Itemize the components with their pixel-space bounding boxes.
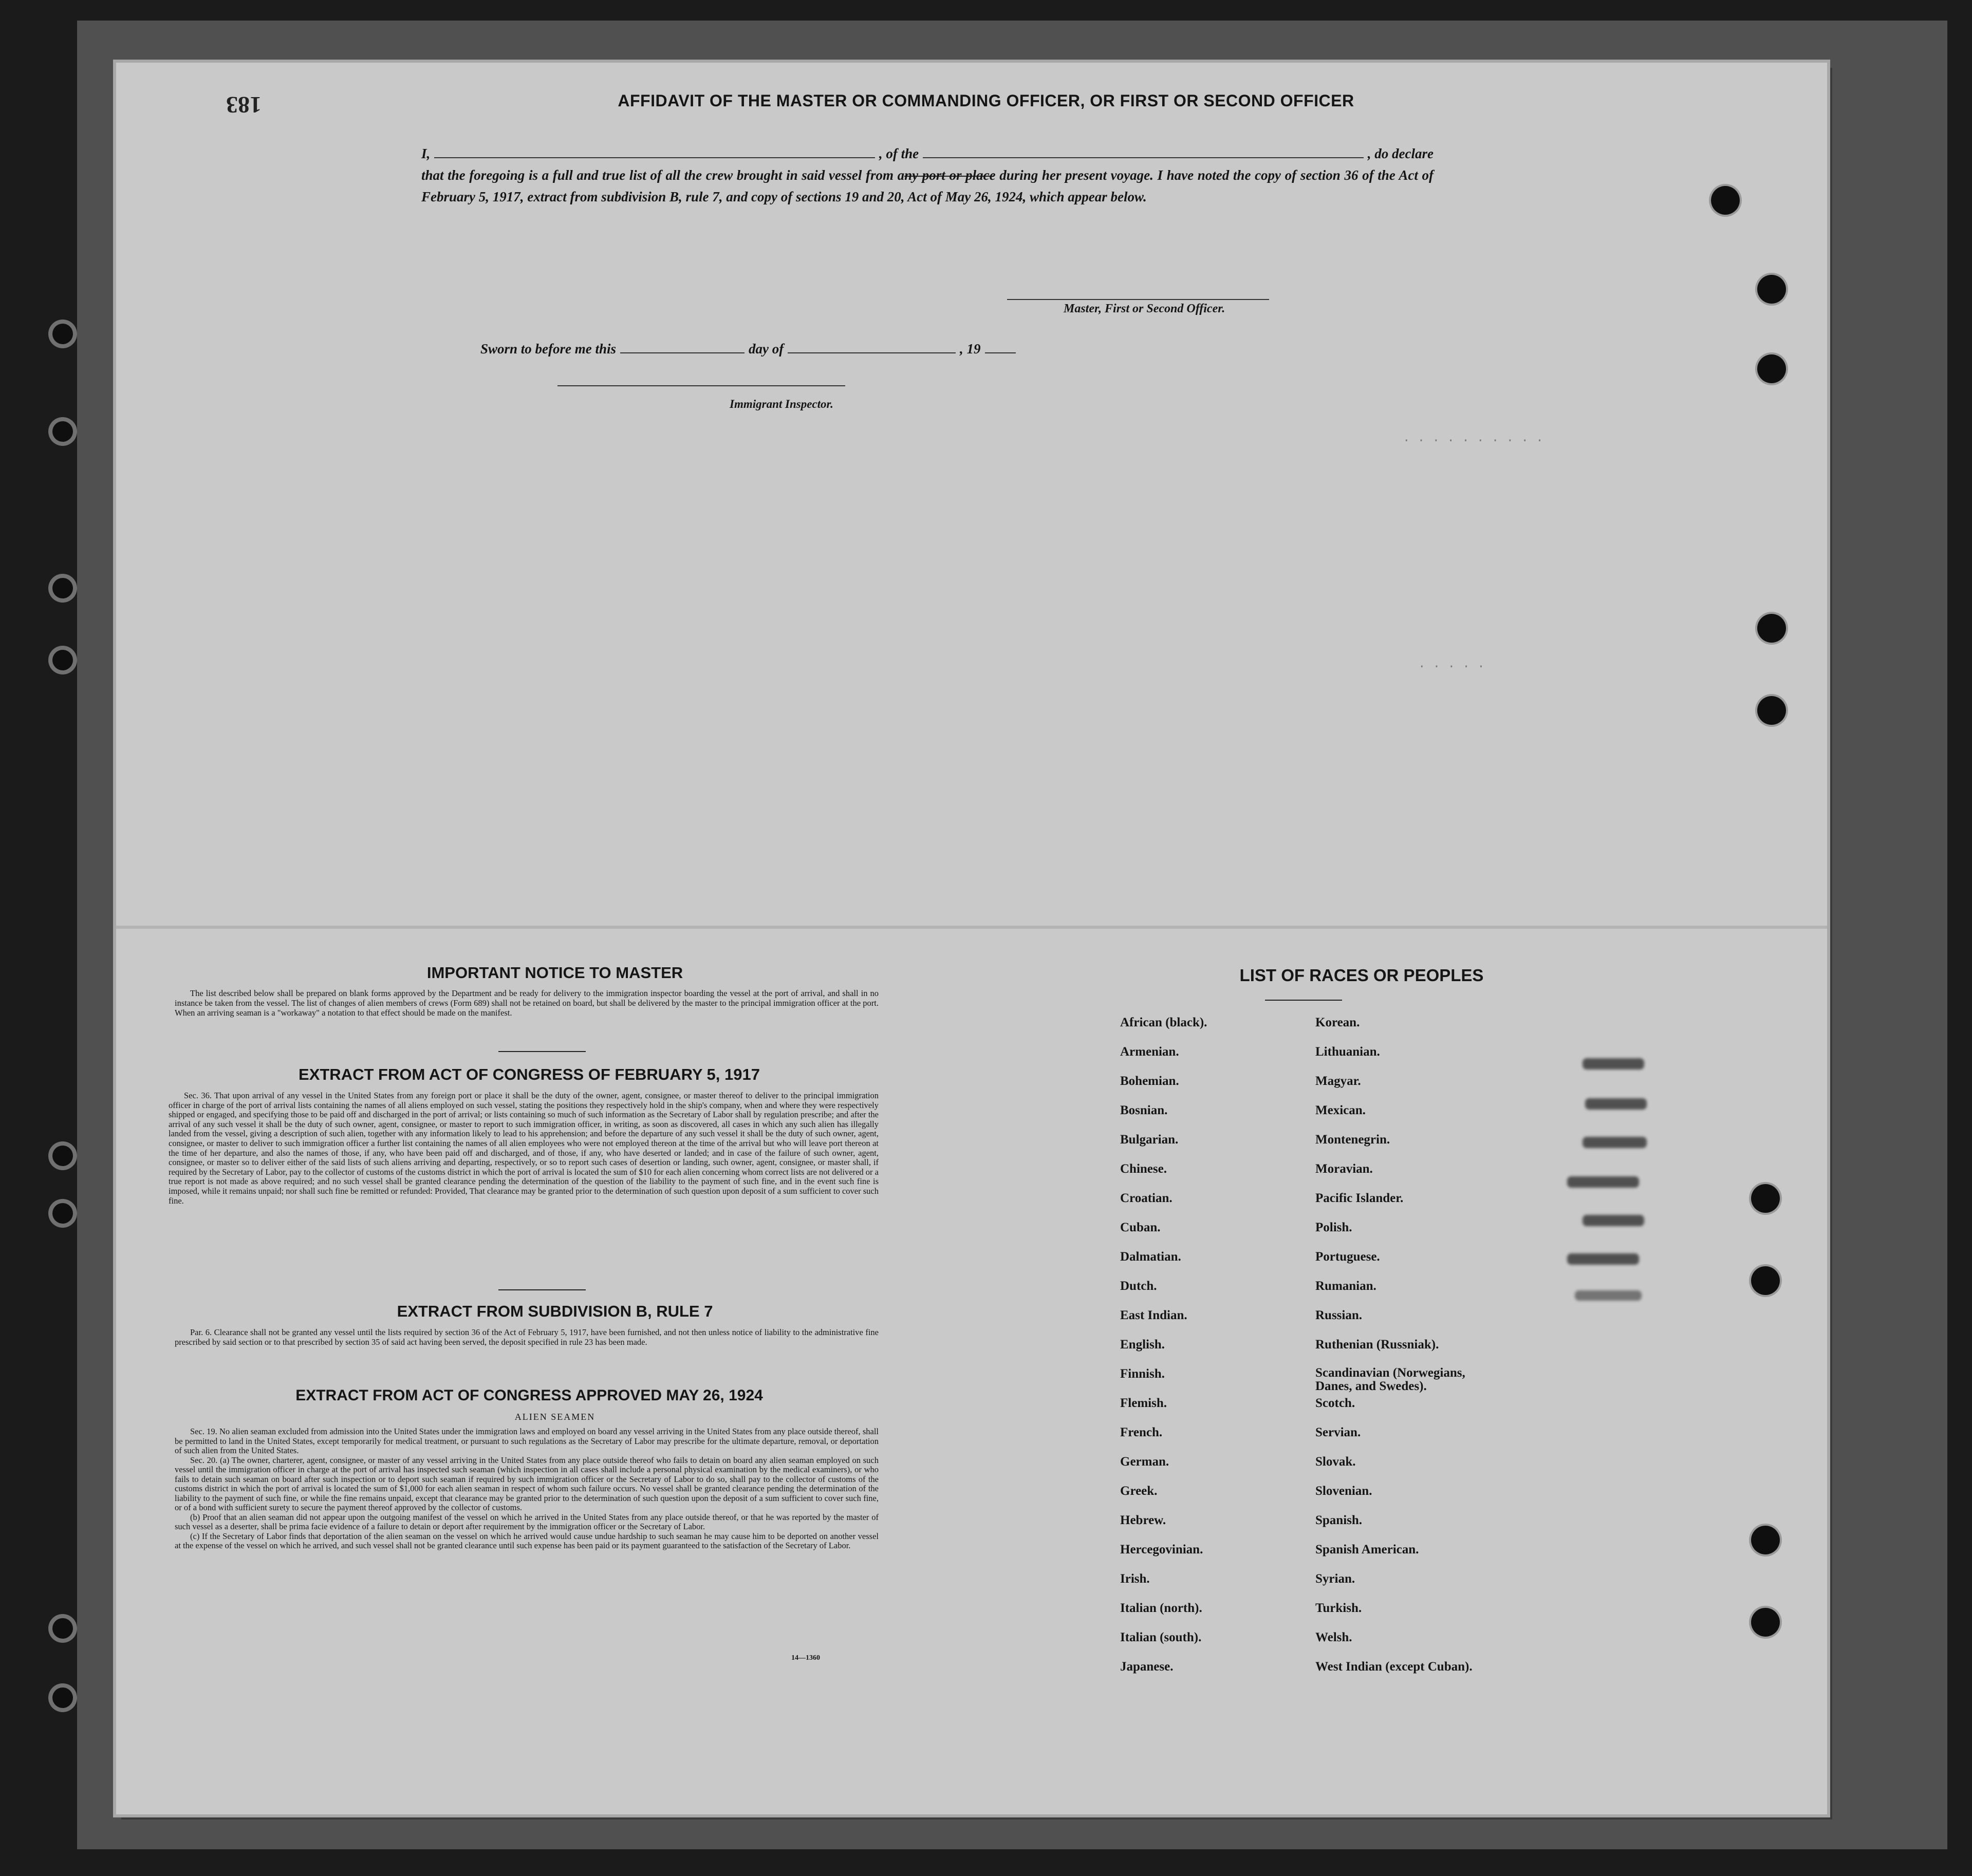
ink-smudge [1585, 1098, 1647, 1110]
race-item: Cuban. [1120, 1221, 1161, 1234]
notice-title: IMPORTANT NOTICE TO MASTER [426, 964, 683, 982]
sworn-year: , 19 [960, 341, 981, 357]
race-item: Bosnian. [1120, 1103, 1168, 1117]
race-item: Polish. [1315, 1221, 1352, 1234]
sworn-line [480, 340, 1020, 357]
races-divider [1265, 1000, 1342, 1001]
race-item: Servian. [1315, 1425, 1361, 1439]
race-item: Slovenian. [1315, 1484, 1372, 1498]
race-item: Russian. [1315, 1308, 1363, 1322]
sworn-year-field[interactable] [985, 340, 1016, 353]
binder-hole [52, 421, 73, 442]
race-item: Italian (south). [1120, 1630, 1202, 1644]
binder-hole [1751, 1608, 1780, 1637]
race-item: Dalmatian. [1120, 1250, 1181, 1264]
rule-7-title: EXTRACT FROM SUBDIVISION B, RULE 7 [397, 1302, 713, 1320]
race-item: Ruthenian (Russniak). [1315, 1338, 1439, 1352]
race-item: Syrian. [1315, 1572, 1355, 1586]
race-item: English. [1120, 1338, 1165, 1352]
binder-hole [1757, 354, 1786, 383]
vessel-name-field[interactable] [923, 145, 1364, 158]
section-20a-paragraph: Sec. 20. (a) The owner, charterer, agent, consignee, or master of any vessel arriving in the United States from any place outside thereof who fails to detain on board any alien seaman employed on such vessel until the immigration officer in charge at the port of arrival has inspected such seaman (which inspection in all cases shall include a personal physical examination by the medical examiners), or who fails to detain such seaman on board after such inspection or to deport such seaman if required by such immigration officer or the Secretary of Labor to do so, shall pay to the collector of customs of the customs district in which the port of arrival is located the sum of $1,000 for each alien seaman in respect of whom such failure occurs. No vessel shall be granted clearance pending the determination of the liability to the payment of such fine, or while the fine remains unpaid, except that clearance may be granted prior to the determination of such question upon the deposit of a sum sufficient to cover such fine, or of a bond with sufficient surety to secure the payment thereof approved by the collector of customs. [175, 1455, 879, 1512]
race-item: East Indian. [1120, 1308, 1187, 1322]
race-item: Turkish. [1315, 1601, 1362, 1615]
master-name-field[interactable] [434, 145, 875, 158]
race-item: German. [1120, 1455, 1169, 1469]
race-item: Armenian. [1120, 1045, 1179, 1059]
affidavit-paragraph: that the foregoing is a full and true list of all the crew brought in said vessel from any port or place during her present voyage. I have noted the copy of section 36 of the Act of February 5, 1917, extract from subdivision B, rule 7, and copy of sections 19 and 20, Act of May 26, 1924, which appear below. [421, 167, 1434, 204]
sworn-prefix: Sworn to before me this [480, 341, 617, 357]
form-number: 14—1360 [791, 1654, 820, 1662]
race-item: Hebrew. [1120, 1513, 1166, 1527]
section-36-paragraph: Sec. 36. That upon arrival of any vessel in the United States from any foreign port or place it shall be the duty of the owner, agent, consignee, or master thereof to deliver to the principal immigration officer in charge of the port of arrival lists containing the names of all aliens employed on such vessel, stating the positions they respectively hold in the ship's company, when and where they were respectively shipped or engaged, and specifying those to be paid off and discharged in the port of arrival; or lists containing so much of such information as the Secretary of Labor shall by regulation prescribe; and after the arrival of any such vessel it shall be the duty of such owner, agent, consignee, or master to report to such immigration officer, in writing, as soon as discovered, all cases in which any such alien has illegally landed from the vessel, giving a description of such alien, together with any information likely to lead to his apprehension; and before the departure of any such vessel it shall be the duty of such owner, agent, consignee, or master to deliver to such immigration officer a further list containing the names of all alien employees who were not employed thereon at the time of the arrival but who will leave port thereon at the time of her departure, and also the names of those, if any, who have been paid off and discharged, and of those, if any, who have deserted or landed; and in case of the failure of such owner, agent, consignee, or master so to deliver either of the said lists of such aliens arriving and departing, respectively, or so to report such cases of desertion or landing, such owner, agent, consignee, or master shall, if required by the Secretary of Labor, pay to the collector of customs of the customs district in which the port of arrival is located the sum of $10 for each alien concerning whom correct lists are not delivered or a true report is not made as above required; and no such vessel shall be granted clearance pending the determination of the question of the liability to the payment of such fine, and in the event such fine is imposed, while it remains unpaid; nor shall such fine be remitted or refunded: Provided, That clearance may be granted prior to the determination of such question upon deposit of a sum sufficient to cover such fine. [169, 1091, 879, 1206]
affidavit-declaration-line [421, 143, 1434, 164]
race-item: Mexican. [1315, 1103, 1366, 1117]
bleed-through-text: . . . . . [1418, 658, 1485, 671]
race-item: Moravian. [1315, 1162, 1373, 1176]
race-item: Magyar. [1315, 1074, 1361, 1088]
race-item: French. [1120, 1425, 1163, 1439]
race-item: Welsh. [1315, 1630, 1352, 1644]
sworn-day-of: day of [749, 341, 784, 357]
sworn-day-field[interactable] [620, 340, 745, 353]
page-number: 183 [226, 92, 262, 118]
extract-1917-text [169, 1091, 879, 1206]
ink-smudge [1583, 1058, 1644, 1070]
affidavit-i: I, [421, 146, 431, 161]
signature-caption: Master, First or Second Officer. [1064, 302, 1225, 315]
notice-paragraph: The list described below shall be prepared on blank forms approved by the Department and be ready for delivery to the immigration inspector boarding the vessel at the port of arrival, and shall in no instance be taken from the vessel. The list of changes of alien members of crews (Form 689) shall not be retained on board, but shall be delivered by the master to the principal immigration officer at the port. When an arriving seaman is a "workaway" a notation to that effect should be made on the manifest. [175, 988, 879, 1018]
race-item: Italian (north). [1120, 1601, 1202, 1615]
race-item: Korean. [1315, 1016, 1360, 1029]
inspector-signature-field[interactable] [557, 385, 845, 386]
race-item: Bohemian. [1120, 1074, 1179, 1088]
race-item: Lithuanian. [1315, 1045, 1380, 1059]
binder-hole [52, 1618, 73, 1639]
extract-1924-title: EXTRACT FROM ACT OF CONGRESS APPROVED MAY 26, 1924 [295, 1387, 763, 1404]
section-divider [498, 1289, 586, 1290]
race-item: Chinese. [1120, 1162, 1167, 1176]
extract-1917-title: EXTRACT FROM ACT OF CONGRESS OF FEBRUARY 5, 1917 [299, 1065, 760, 1083]
races-column-1 [1120, 1015, 1320, 1689]
manifest-sheet [116, 63, 1827, 1814]
binder-hole [52, 324, 73, 344]
inspector-caption: Immigrant Inspector. [730, 398, 833, 410]
notice-text [175, 988, 879, 1018]
race-item: Portuguese. [1315, 1250, 1380, 1264]
race-item: Bulgarian. [1120, 1133, 1179, 1147]
sworn-month-field[interactable] [788, 340, 956, 353]
binder-hole [1711, 186, 1740, 215]
race-item: Dutch. [1120, 1279, 1157, 1293]
binder-hole [1757, 275, 1786, 304]
binder-hole [52, 1146, 73, 1166]
affidavit-body [421, 143, 1434, 208]
rule-7-paragraph: Par. 6. Clearance shall not be granted any vessel until the lists required by section 36 of the Act of February 5, 1917, have been furnished, and not then unless notice of liability to the administrative fine prescribed by said section or to that prescribed by section 35 of said act having been served, the deposit specified in rule 23 has been made. [175, 1327, 879, 1347]
binder-hole [1757, 614, 1786, 643]
race-item: Scotch. [1315, 1396, 1355, 1410]
extract-1924-text [175, 1427, 879, 1551]
master-signature-field[interactable] [1007, 299, 1269, 300]
race-item: Croatian. [1120, 1191, 1173, 1205]
race-item: Flemish. [1120, 1396, 1167, 1410]
affidavit-title: AFFIDAVIT OF THE MASTER OR COMMANDING OFFICER, OR FIRST OR SECOND OFFICER [618, 91, 1354, 110]
race-item: Greek. [1120, 1484, 1158, 1498]
races-title: LIST OF RACES OR PEOPLES [1239, 966, 1484, 985]
section-divider [498, 1051, 586, 1052]
bleed-through-text: . . . . . . . . . . [1403, 432, 1543, 445]
binder-hole [52, 650, 73, 670]
binder-hole [52, 1203, 73, 1224]
alien-seamen-heading: ALIEN SEAMEN [514, 1412, 596, 1422]
affidavit-of-the: , of the [879, 146, 919, 161]
race-item: Spanish. [1315, 1513, 1363, 1527]
race-item: West Indian (except Cuban). [1315, 1660, 1473, 1674]
race-item: Slovak. [1315, 1455, 1356, 1469]
section-20b-paragraph: (b) Proof that an alien seaman did not appear upon the outgoing manifest of the vessel on which he arrived in the United States from any place outside thereof, or that he was reported by the master of such vessel as a deserter, shall be prima facie evidence of a failure to detain or deport after requirement by the immigration officer or the Secretary of Labor. [175, 1512, 879, 1531]
binder-hole [52, 578, 73, 598]
ink-smudge [1583, 1215, 1644, 1226]
binder-hole [1751, 1184, 1780, 1213]
race-item: Scandinavian (Norwegians, Danes, and Swedes). [1315, 1366, 1465, 1393]
race-item: Spanish American. [1315, 1543, 1419, 1556]
race-item: Finnish. [1120, 1367, 1165, 1381]
race-item: Irish. [1120, 1572, 1150, 1586]
binder-hole [52, 1687, 73, 1708]
rule-7-text [175, 1327, 879, 1347]
section-20c-paragraph: (c) If the Secretary of Labor finds that deportation of the alien seaman on the vessel on which he arrived would cause undue hardship to such seaman he may cause him to be deported on another vessel at the expense of the vessel on which he arrived, and such vessel shall not be granted clearance until such expense has been paid or its payment guaranteed to the satisfaction of the Secretary of Labor. [175, 1531, 879, 1550]
races-column-2 [1315, 1015, 1552, 1689]
race-item: Rumanian. [1315, 1279, 1376, 1293]
race-item: African (black). [1120, 1016, 1207, 1029]
ink-smudge [1567, 1253, 1639, 1265]
section-19-paragraph: Sec. 19. No alien seaman excluded from admission into the United States under the immigration laws and employed on board any vessel arriving in the United States from any place outside thereof, shall be permitted to land in the United States, except temporarily for medical treatment, or pursuant to such regulations as the Secretary of Labor may prescribe for the ultimate departure, removal, or deportation of such alien from the United States. [175, 1427, 879, 1455]
binder-hole [1757, 696, 1786, 725]
race-item: Hercegovinian. [1120, 1543, 1203, 1556]
binder-hole [1751, 1526, 1780, 1554]
ink-smudge [1567, 1176, 1639, 1188]
affidavit-declare: , do declare [1367, 146, 1434, 161]
race-item: Montenegrin. [1315, 1133, 1390, 1147]
race-item: Pacific Islander. [1315, 1191, 1404, 1205]
binder-hole [1751, 1266, 1780, 1295]
ink-smudge [1583, 1137, 1647, 1148]
race-item: Japanese. [1120, 1660, 1174, 1674]
ink-smudge [1575, 1290, 1642, 1301]
